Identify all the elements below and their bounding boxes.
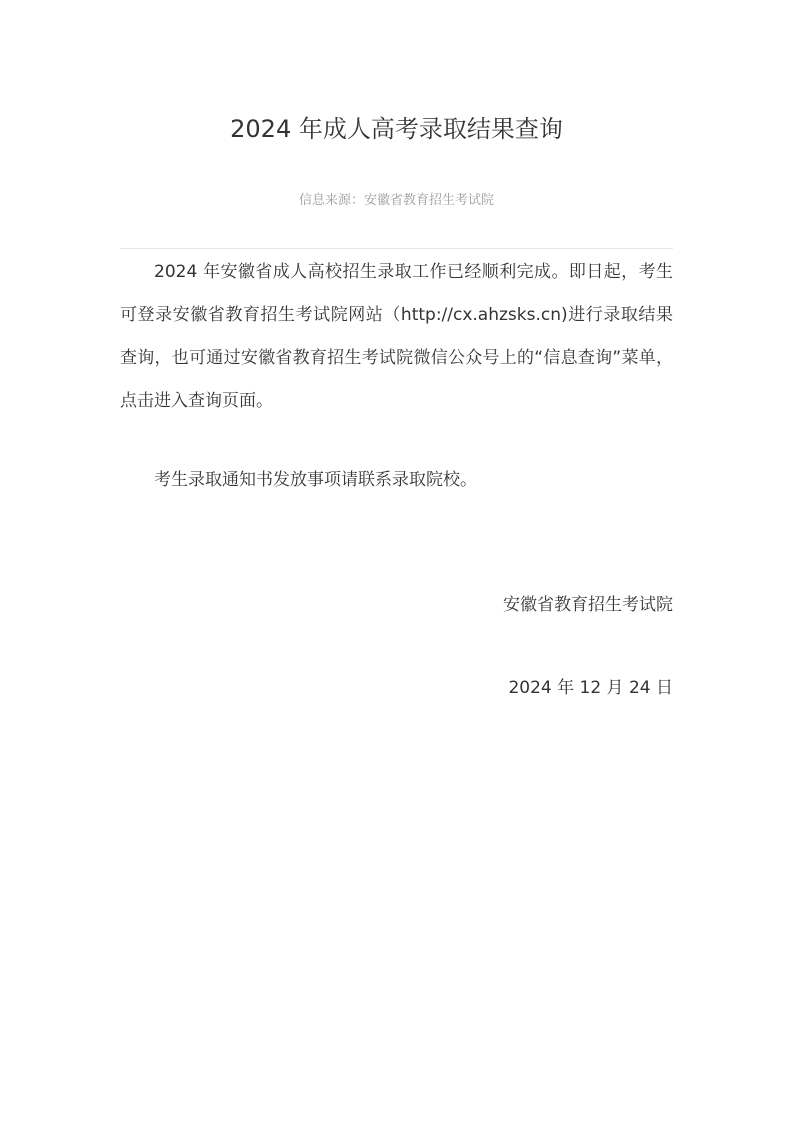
signature-organization: 安徽省教育招生考试院 — [503, 595, 673, 615]
body-paragraph-2: 考生录取通知书发放事项请联系录取院校。 — [154, 470, 477, 490]
article-source: 信息来源：安徽省教育招生考试院 — [298, 193, 494, 208]
header-divider — [120, 248, 673, 249]
signature-date: 2024 年 12 月 24 日 — [508, 678, 673, 698]
body-paragraph-1: 2024 年安徽省成人高校招生录取工作已经顺利完成。即日起，考生可登录安徽省教育招生考试院网站（http://cx.ahzsks.cn)进行录取结果查询，也可通过安徽省教育招生考试院微信公众号上的“信息查询”菜单，点击进入查询页面。 — [120, 262, 673, 411]
article-title: 2024 年成人高考录取结果查询 — [230, 115, 563, 143]
